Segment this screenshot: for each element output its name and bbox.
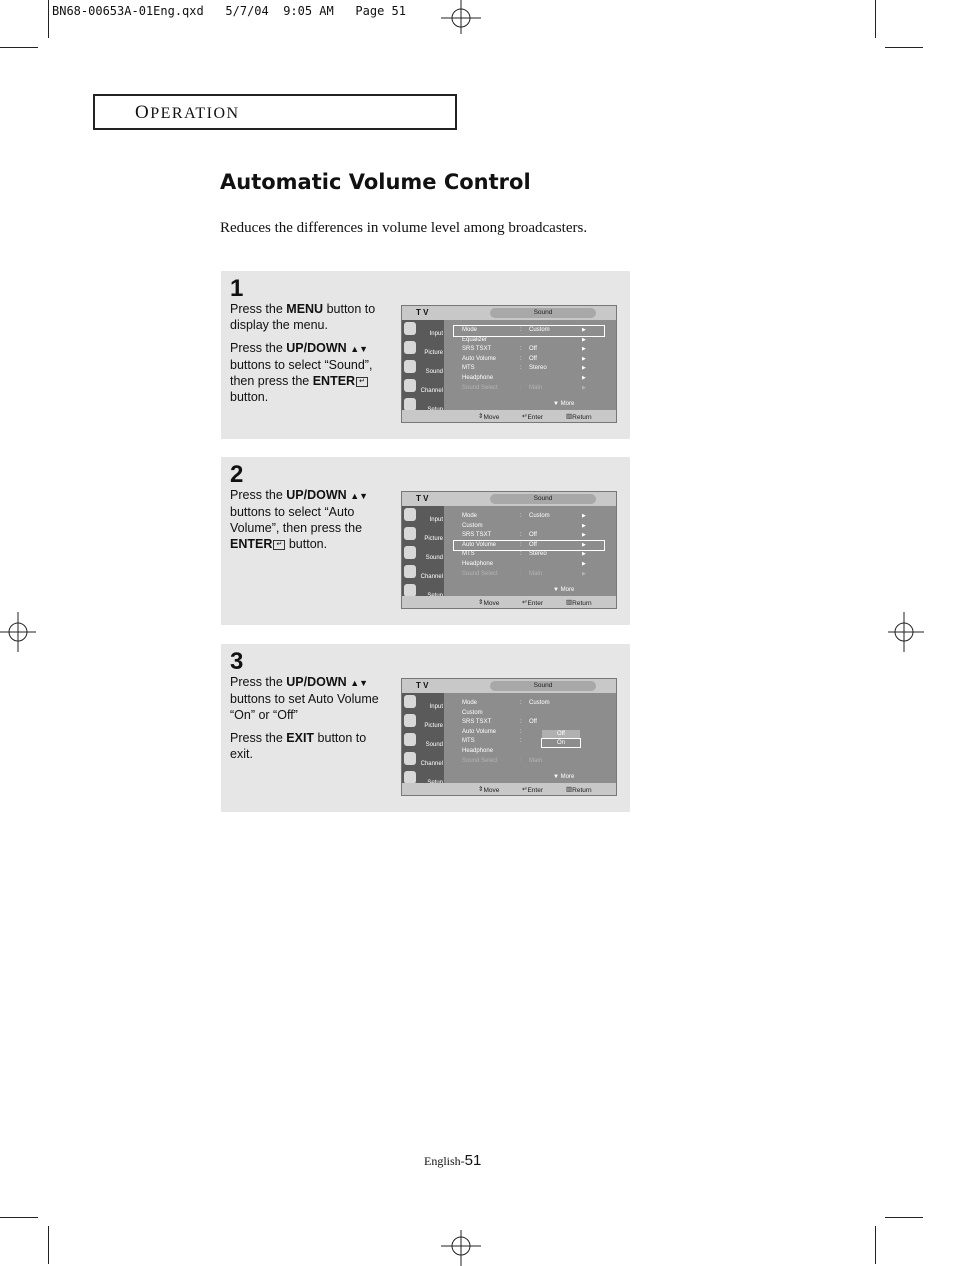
menu-row: Sound Select : Main bbox=[462, 757, 543, 764]
channel-icon bbox=[404, 565, 416, 578]
arrow-right-icon: ▶ bbox=[582, 374, 586, 381]
menu-row: Headphone ▶ bbox=[454, 374, 604, 384]
arrow-right-icon: ▶ bbox=[582, 513, 586, 519]
menu-row: SRS TSXT : Off ▶ bbox=[454, 531, 604, 541]
crop-mark bbox=[48, 0, 49, 38]
picture-icon bbox=[404, 714, 416, 727]
sidebar-item-sound: Sound bbox=[402, 731, 444, 750]
arrow-right-icon: ▶ bbox=[582, 560, 586, 567]
crop-mark bbox=[48, 1226, 49, 1264]
move-hint: ⇕ Move bbox=[478, 786, 500, 794]
return-hint: ▥ Return bbox=[566, 786, 592, 794]
registration-mark bbox=[884, 612, 924, 652]
option-on: On bbox=[542, 739, 580, 747]
tv-label: T V bbox=[416, 494, 429, 503]
menu-row: MTS : Stereo ▶ bbox=[454, 364, 604, 374]
menu-list bbox=[454, 699, 604, 766]
menu-row: Sound Select : Main ▶ bbox=[454, 570, 604, 580]
crop-mark bbox=[885, 1217, 923, 1218]
menu-row: Headphone bbox=[462, 747, 494, 754]
menu-header: Sound bbox=[490, 308, 596, 318]
menu-list bbox=[454, 512, 604, 579]
menu-row: Headphone ▶ bbox=[454, 560, 604, 570]
step-3-panel bbox=[221, 644, 630, 812]
up-down-arrow-icon: ▲▼ bbox=[350, 678, 369, 688]
crop-mark bbox=[0, 1217, 38, 1218]
step-number: 3 bbox=[230, 648, 244, 675]
return-hint: ▥ Return bbox=[566, 413, 592, 421]
menu-header: Sound bbox=[490, 494, 596, 504]
menu-row: Auto Volume : Off ▶ bbox=[454, 541, 604, 551]
input-icon bbox=[404, 322, 416, 335]
enter-icon: ↵ bbox=[273, 540, 285, 550]
enter-hint: ↵ Enter bbox=[522, 413, 543, 421]
sidebar-item-channel: Channel bbox=[402, 377, 444, 396]
picture-icon bbox=[404, 527, 416, 540]
arrow-right-icon: ▶ bbox=[582, 346, 586, 353]
crop-mark bbox=[875, 0, 876, 38]
step-1-panel bbox=[221, 271, 630, 439]
enter-hint: ↵ Enter bbox=[522, 599, 543, 607]
more-indicator: ▼ More bbox=[553, 774, 575, 780]
input-icon bbox=[404, 695, 416, 708]
tv-menu-screen bbox=[401, 678, 617, 796]
sidebar-item-channel: Channel bbox=[402, 563, 444, 582]
printer-slug: BN68-00653A-01Eng.qxd 5/7/04 9:05 AM Page 51 bbox=[52, 4, 407, 18]
sidebar-item-picture: Picture bbox=[402, 712, 444, 731]
tv-menu-screen bbox=[401, 305, 617, 423]
up-down-arrow-icon: ▲▼ bbox=[350, 491, 369, 501]
registration-mark bbox=[441, 0, 481, 40]
menu-row: SRS TSXT : Off ▶ bbox=[454, 345, 604, 355]
menu-row: Auto Volume : Off ▶ bbox=[454, 355, 604, 365]
page-number: English-51 bbox=[424, 1152, 482, 1169]
menu-sidebar bbox=[402, 693, 444, 785]
input-icon bbox=[404, 508, 416, 521]
tv-label: T V bbox=[416, 681, 429, 690]
menu-row: Equalizer ▶ bbox=[454, 336, 604, 346]
crop-mark bbox=[0, 47, 38, 48]
page-title: Automatic Volume Control bbox=[220, 170, 531, 194]
arrow-right-icon: ▶ bbox=[582, 532, 586, 539]
tv-label: T V bbox=[416, 308, 429, 317]
menu-row: Custom bbox=[462, 709, 483, 716]
enter-hint: ↵ Enter bbox=[522, 786, 543, 794]
menu-bottom-bar bbox=[402, 783, 616, 795]
arrow-right-icon: ▶ bbox=[582, 327, 586, 333]
step-2-panel bbox=[221, 457, 630, 625]
menu-header: Sound bbox=[490, 681, 596, 691]
more-indicator: ▼ More bbox=[553, 587, 575, 593]
sound-icon bbox=[404, 733, 416, 746]
menu-list bbox=[454, 326, 604, 393]
menu-row: Mode : Custom bbox=[462, 700, 550, 706]
step-instructions: Press the UP/DOWN ▲▼ buttons to select “Auto Volume”, then press the ENTER ↵ button. bbox=[230, 488, 369, 551]
arrow-right-icon: ▶ bbox=[582, 570, 586, 577]
registration-mark bbox=[0, 612, 40, 652]
sidebar-item-sound: Sound bbox=[402, 544, 444, 563]
crop-mark bbox=[875, 1226, 876, 1264]
menu-sidebar bbox=[402, 506, 444, 598]
move-hint: ⇕ Move bbox=[478, 599, 500, 607]
registration-mark bbox=[441, 1226, 481, 1266]
sidebar-item-input: Input bbox=[402, 693, 444, 712]
section-rest: PERATION bbox=[150, 105, 240, 122]
option-off: Off bbox=[542, 730, 580, 738]
menu-row: MTS : Stereo ▶ bbox=[454, 550, 604, 560]
picture-icon bbox=[404, 341, 416, 354]
sidebar-item-input: Input bbox=[402, 320, 444, 339]
arrow-right-icon: ▶ bbox=[582, 551, 586, 558]
step-instructions: Press the MENU button to display the menu. Press the UP/DOWN ▲▼ buttons to select “Sound”, then press the ENTER ↵ button. bbox=[230, 302, 376, 404]
crop-mark bbox=[885, 47, 923, 48]
section-header bbox=[135, 102, 240, 124]
up-down-arrow-icon: ▲▼ bbox=[350, 344, 369, 354]
tv-menu-screen bbox=[401, 491, 617, 609]
sidebar-item-picture: Picture bbox=[402, 525, 444, 544]
menu-row: SRS TSXT : Off bbox=[462, 719, 537, 726]
return-hint: ▥ Return bbox=[566, 599, 592, 607]
arrow-right-icon: ▶ bbox=[582, 384, 586, 391]
channel-icon bbox=[404, 379, 416, 392]
channel-icon bbox=[404, 752, 416, 765]
enter-icon: ↵ bbox=[356, 377, 368, 387]
section-initial: O bbox=[135, 102, 151, 123]
menu-row: Custom ▶ bbox=[454, 522, 604, 532]
intro-text: Reduces the differences in volume level among broadcasters. bbox=[220, 220, 588, 236]
arrow-right-icon: ▶ bbox=[582, 522, 586, 529]
arrow-right-icon: ▶ bbox=[582, 336, 586, 343]
more-indicator: ▼ More bbox=[553, 401, 575, 407]
menu-row: Sound Select : Main ▶ bbox=[454, 384, 604, 394]
sidebar-item-picture: Picture bbox=[402, 339, 444, 358]
sidebar-item-channel: Channel bbox=[402, 750, 444, 769]
menu-row: Mode : Custom ▶ bbox=[454, 512, 604, 522]
step-instructions: Press the UP/DOWN ▲▼ buttons to set Auto Volume “On” or “Off” Press the EXIT button to exit. bbox=[230, 675, 379, 761]
sidebar-item-sound: Sound bbox=[402, 358, 444, 377]
menu-row: MTS : bbox=[462, 738, 522, 745]
arrow-right-icon: ▶ bbox=[582, 365, 586, 372]
step-number: 1 bbox=[230, 275, 244, 302]
step-number: 2 bbox=[230, 461, 244, 488]
menu-row: Mode : Custom ▶ bbox=[454, 326, 604, 336]
move-hint: ⇕ Move bbox=[478, 413, 500, 421]
sound-icon bbox=[404, 546, 416, 559]
menu-row: Auto Volume : bbox=[462, 728, 522, 735]
arrow-right-icon: ▶ bbox=[582, 355, 586, 362]
sound-icon bbox=[404, 360, 416, 373]
sidebar-item-input: Input bbox=[402, 506, 444, 525]
menu-sidebar bbox=[402, 320, 444, 412]
arrow-right-icon: ▶ bbox=[582, 541, 586, 548]
menu-bottom-bar bbox=[402, 410, 616, 422]
menu-bottom-bar bbox=[402, 596, 616, 608]
